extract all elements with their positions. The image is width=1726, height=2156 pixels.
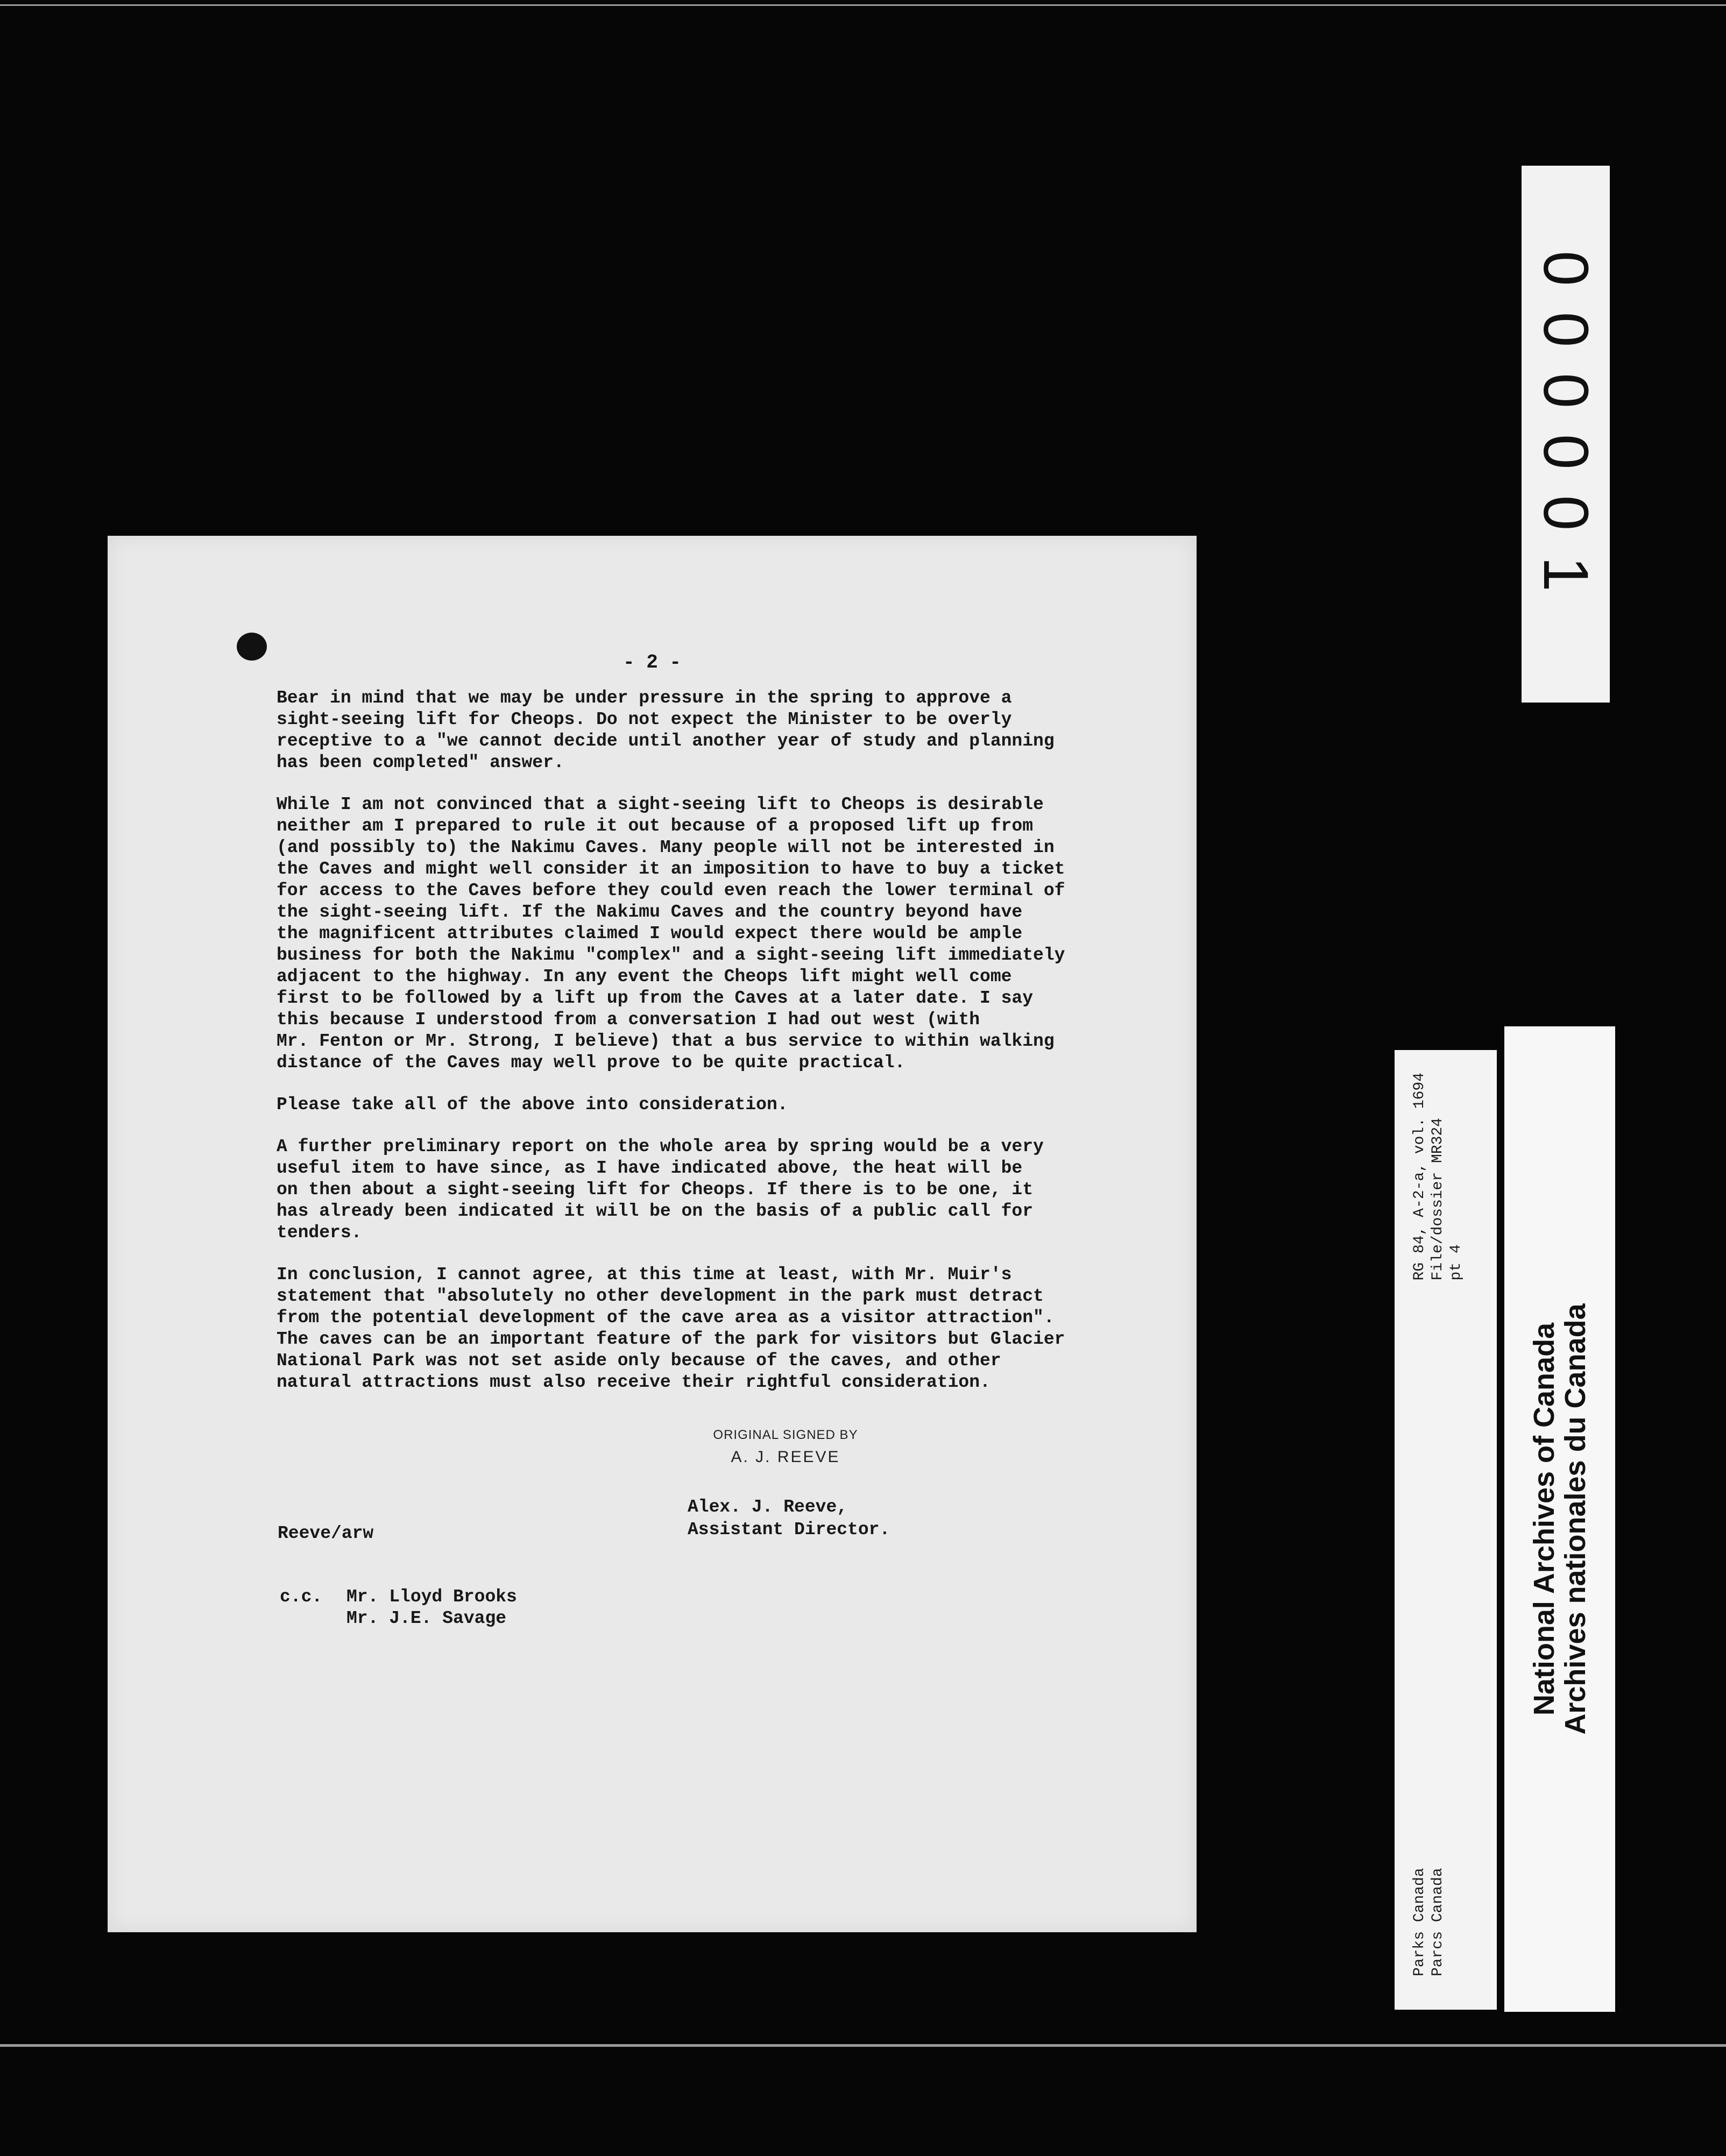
- paragraph-2: While I am not convinced that a sight-seeing lift to Cheops is desirable neither am I prepared to rule it out because of a proposed lift up from (and possibly to) the Nakimu Caves. Many people will not be interested in the Caves and might well consider it an imposition to have to buy a ticket for access to the Caves before they could even reach the lower terminal of the sight-seeing lift. If the Nakimu Caves and the country beyond have the magnificent attributes claimed I would expect there would be ample business for both the Nakimu "complex" and a sight-seeing lift immediately adjacent to the highway. In any event the Cheops lift might well come first to be followed by a lift up from the Caves at a later date. I say this because I understood from a conversation I had out west (with Mr. Fenton or Mr. Strong, I believe) that a bus service to within walking distance of the Caves may well prove to be quite practical.: [277, 795, 1065, 1073]
- reference-line: RG 84, A-2-a, vol. 1694: [1411, 1073, 1428, 1281]
- reference-top: [1411, 1073, 1466, 1280]
- archive-label: [1504, 1026, 1615, 2012]
- stamp-line-2: A. J. REEVE: [731, 1448, 840, 1466]
- cc-recipient: Mr. J.E. Savage: [346, 1608, 507, 1628]
- page-number: - 2 -: [623, 651, 682, 673]
- letter-body: [277, 687, 1084, 1414]
- reference-label: [1395, 1050, 1497, 2010]
- frame-counter-label: [1522, 166, 1610, 703]
- paragraph-4: A further preliminary report on the whole area by spring would be a very useful item to have since, as I have indicated above, the heat will be on then about a sight-seeing lift for Cheops. If there is to be one, it has already been indicated it will be on the basis of a public call for tenders.: [277, 1137, 1044, 1243]
- paragraph-5: In conclusion, I cannot agree, at this time at least, with Mr. Muir's statement that "absolutely no other development in the park must detract from the potential development of the cave area as a visitor attraction". The caves can be an important feature of the park for visitors but Glacier National Park was not set aside only because of the caves, and other natural attractions must also receive their rightful consideration.: [277, 1265, 1065, 1392]
- archive-name-en: National Archives of Canada: [1528, 1322, 1560, 1716]
- cc-label: c.c.: [280, 1587, 323, 1607]
- cc-recipient: Mr. Lloyd Brooks: [346, 1587, 517, 1607]
- scan-line-top: [0, 4, 1726, 6]
- reference-line: pt 4: [1448, 1244, 1465, 1281]
- signatory-name: Alex. J. Reeve,: [688, 1497, 848, 1517]
- reference-bottom: [1411, 1868, 1447, 1976]
- reference-line: Parks Canada: [1411, 1868, 1428, 1976]
- letter-page: [108, 536, 1197, 1932]
- archive-name-fr: Archives nationales du Canada: [1559, 1303, 1591, 1735]
- signatory-title: Assistant Director.: [688, 1520, 890, 1540]
- reference-line: File/dossier MR324: [1430, 1118, 1446, 1281]
- reference-line: Parcs Canada: [1430, 1868, 1446, 1976]
- signed-stamp: [699, 1428, 872, 1466]
- scan-line-bottom: [0, 2044, 1726, 2047]
- paragraph-3: Please take all of the above into consideration.: [277, 1095, 788, 1115]
- paragraph-1: Bear in mind that we may be under pressure in the spring to approve a sight-seeing lift for Cheops. Do not expect the Minister to be overly receptive to a "we cannot decide until another year of study and planning has been completed" answer.: [277, 688, 1055, 772]
- typist-initials: Reeve/arw: [278, 1523, 374, 1543]
- stamp-line-1: ORIGINAL SIGNED BY: [713, 1428, 858, 1442]
- frame-counter-number: 000001: [1530, 251, 1601, 618]
